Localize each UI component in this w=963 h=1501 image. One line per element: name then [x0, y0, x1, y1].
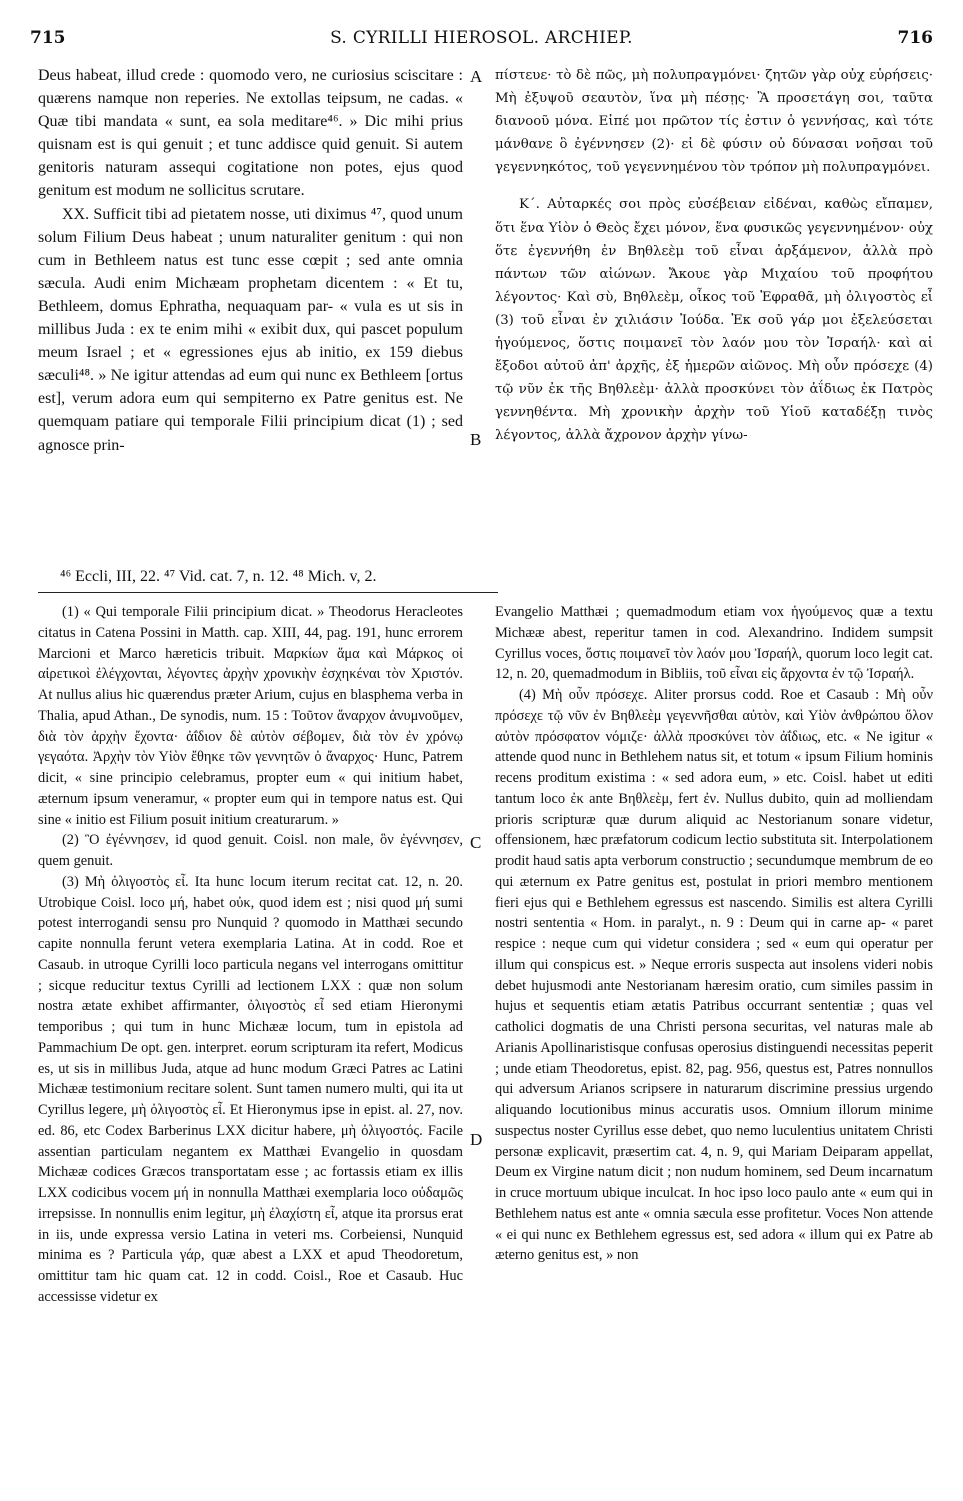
note-4: (4) Μὴ οὖν πρόσεχε. Aliter prorsus codd. Roe et Casaub : Μὴ οὖν πρόσεχε τῷ νῦν ἐν Βηθλεὲμ γεγεννῆσθαι αὐτὸν, καὶ Υἱὸν ἀνθρώπου ὅλον αὐτὸν πρόσφατον νόμιζε· ἀλλὰ προσκύνει τὸν ἀΐδιως, etc. « Ne igitur « attende quod nunc in Bethlehem natus sit, et totum « ipsum Filium hominis recens proditum existima : « sed adora eum, » etc. Coisl. habet ut editi tantum loco ἐκ ante Βηθλεὲμ, fert ἐν. Nullus dubito, quin ad molliendam prioris scripturæ quæ durum aliquid ac Nestorianum sonare videtur, offensionem, hæc præfatorum codicum lectio substituta sit. Interpolationem prodit haud satis apta verborum constructio ; secundumque membrum de eo qui æternum ex Patre genitus est, postulat in priori membro mentionem fieri ejus qui e Bethlehem egressus est nascendo. Similis est altera Cyrilli nostri sententia « Hom. in paralyt., n. 9 : Deum qui in carne ap- « paret respice : neque cum qui videtur considera ; sed « eum qui operatur per illum qui conspicus est. » Neque erroris suspecta aut insolens videri nobis debet hujusmodi ante Nestorianam hæresim oratio, cum similes passim in hujus et sequentis etiam ætatis Patribus occurrant sententiæ ; quas vel catholici dogmatis de una Christi persona securitas, vel naturas male ab Arianis Apollinaristisque confusas operosius distinguendi necessitas peperit ; unde etiam Theodoretus, epist. 82, pag. 956, questus est, Patres nonnullos qui adversum Arianos scripsere in naturarum discrimine pressius urgendo aliquando locutionibus minus accuratis usos. Omnium illorum minime suspectus noster Cyrillus esse debet, quo nemo luculentius unitatem Christi personæ explicavit, præsertim cat. 4, n. 9, qui Mariam Deiparam appellat, Deum ex Virgine natum dicit ; non nudum hominem, sed Deum incarnatum in cruce mortuum ubique inculcat. In hoc ipso loco paulo ante « eum qui in Bethlehem natus est ante « omnia sæcula esse profitetur. Voces Non attende « ei qui nunc ex Bethlehem egressus est, sed adora « illum qui ex Patre ab æterno genitus est, » non — [495, 687, 933, 1264]
note-3: (3) Μὴ ὀλιγοστὸς εἶ. Ita hunc locum iterum recitat cat. 12, n. 20. Utrobique Coisl. loco μή, habet οὐκ, quod idem est ; nisi quod μή sumi potest interrogandi sensu pro Nunquid ? quomodo in Matthæi secundo capite nonnulla ferunt vetera exemplaria Latina. At in codd. Roe et Casaub. in utroque Cyrilli loco particula negans vel interrogans omittitur ; sicque reducitur textus Cyrilli ad lectionem LXX : quæ non solum nostra ætate exhibet affirmanter, ὀλιγοστὸς εἶ sed etiam Hieronymi temporibus ; qui tum in hunc Michææ locum, tum in epistola ad Pammachium De opt. gen. interpret. eorum scripturam ita refert, Modicus es, ut sis in millibus Juda, atque ad hunc modum Græci Patres ac Latini Michææ testimonium recitare solent. Sunt tamen numero multi, qui ita ut Cyrillus legere, μὴ ὀλιγοστὸς εἶ. Et Hieronymus ipse in epist. al. 27, nov. ed. 86, etc Codex Barberinus LXX dicitur habere, μὴ ὀλιγοστός. Facile assentian particulam negantem ex Matthæi Evangelio in quosdam Michææ codices Græcos transportatam esse ; ac fortassis etiam ex illis LXX codicibus vocem μή in nonnulla Matthæi exemplaria loco οὐδαμῶς irrepsisse. In nonnullis enim legitur, μὴ ἐλαχίστη εἶ, atque ita prorsus erat in iis, unde expressa versio Latina in veteri ms. Corbeiensi, Nunquid minima es ? Particula γάρ, quæ abest a LXX et apud Theodoretum, omittitur tam hic quam cat. 12 in codd. Coisl., Roe et Casaub. Huc accessisse videtur ex — [38, 873, 463, 1305]
greek-paragraph-k: Κ΄. Αὐταρκές σοι πρὸς εὐσέβειαν εἰδέναι, καθὼς εἴπαμεν, ὅτι ἕνα Υἱὸν ὁ Θεὸς ἔχει μόνον, ἕνα φυσικῶς γεγεννημένον· οὐχ ὅτε ἐγεννήθη ἐν Βηθλεὲμ τοῦ εἶναι ἀρξάμενον, ἀλλὰ πρὸ πάντων τῶν αἰώνων. Ἄκουε γὰρ Μιχαίου τοῦ προφήτου λέγοντος· Καὶ σὺ, Βηθλεὲμ, οἶκος τοῦ Ἐφραθᾶ, μὴ ὀλιγοστὸς εἶ (3) τοῦ εἶναι ἐν χιλιάσιν Ἰούδα. Ἐκ σοῦ γάρ μοι ἐξελεύσεται ἡγούμενος, ὅστις ποιμανεῖ τὸν λαόν μου τὸν Ἰσραήλ· καὶ αἱ ἔξοδοι αὐτοῦ ἀπ' ἀρχῆς, ἐξ ἡμερῶν αἰῶνος. Μὴ οὖν πρόσεχε (4) τῷ νῦν ἐκ τῆς Βηθλεὲμ· ἀλλὰ προσκύνει τὸν ἀΐδιως ἐκ Πατρὸς γεννηθέντα. Μὴ χρονικὴν ἀρχὴν τοῦ Υἱοῦ καταδέξῃ τινὸς λέγοντος, ἀλλὰ ἄχρονον ἀρχὴν γίνω- — [495, 197, 933, 444]
margin-marker-d: D — [470, 1130, 483, 1149]
left-page-number: 715 — [30, 28, 66, 48]
notes-divider — [38, 592, 498, 593]
margin-marker-c: C — [470, 833, 482, 852]
note-2: (2) Ὃ ἐγέννησεν, id quod genuit. Coisl. non male, ὃν ἐγέννησεν, quem genuit. — [38, 832, 463, 869]
right-page-number: 716 — [897, 28, 933, 48]
scripture-references: ⁴⁶ Eccli, III, 22. ⁴⁷ Vid. cat. 7, n. 12. ⁴⁸ Mich. v, 2. — [60, 568, 377, 585]
latin-column — [38, 64, 463, 564]
margin-marker-a: A — [470, 67, 483, 86]
greek-column — [495, 64, 933, 564]
running-title: S. CYRILLI HIEROSOL. ARCHIEP. — [330, 28, 633, 48]
latin-paragraph-1: Deus habeat, illud crede : quomodo vero, ne curiosius sciscitare : quærens namque non reperies. Ne extollas teipsum, ne cadas. « Quæ tibi mandata « sunt, ea sola meditare⁴⁶. » Dic mihi prius quisnam est is qui genuit ; et tunc addisce quid genuit. Si autem genitoris naturam assequi cogitatione non potes, ejus quod genitum est modum ne sollicitus scrutare. — [38, 67, 463, 200]
margin-marker-b: B — [470, 430, 482, 449]
greek-paragraph-1: πίστευε· τὸ δὲ πῶς, μὴ πολυπραγμόνει· ζητῶν γὰρ οὐχ εὑρήσεις· Μὴ ἐξυψοῦ σεαυτὸν, ἵνα μὴ πέσῃς· Ἃ προσετάγη σοι, ταῦτα διανοοῦ μόνα. Εἰπέ μοι πρῶτον τίς ἐστιν ὁ γεννήσας, καὶ τότε μάνθανε ὃ ἐγέννησεν (2)· εἰ δὲ φύσιν οὐ δύνασαι νοῆσαι τοῦ γεγεννηκότος, τοῦ γεγεννημένου τὸν τρόπον μὴ πολυπραγμόνει. — [495, 68, 933, 176]
note-3-continued: Evangelio Matthæi ; quemadmodum etiam vox ἡγούμενος quæ a textu Michææ abest, reperitur tamen in cod. Alexandrino. Indidem sumpsit Cyrillus voces, ὅστις ποιμανεῖ τὸν λαόν μου Ἰσραήλ, quorum loco legit cat. 12, n. 20, quemadmodum in Bibliis, τοῦ εἶναι εἰς ἄρχοντα ἐν τῷ Ἰσραήλ. — [495, 604, 933, 683]
note-1: (1) « Qui temporale Filii principium dicat. » Theodorus Heracleotes citatus in Catena Possini in Matth. cap. XIII, 44, pag. 191, hunc errorem Marcioni et Marco hæreticis tribuit. Μαρκίων ἅμα καὶ Μάρκος οἱ αἱρετικοὶ ἐλέγχονται, λέγοντες ἀρχὴν χρονικὴν ἐσχηκέναι τὸν Χριστόν. At nullus alius hic quærendus præter Arium, cujus en blasphema verba in Thalia, apud Athan., De synodis, num. 15 : Τοῦτον ἄναρχον ἀνυμνοῦμεν, διὰ τὸν ἀρχὴν ἔχοντα· ἀΐδιον δὲ αὐτὸν σέβομεν, διὰ τὸν ἐν χρόνῳ γεγαότα. Ἀρχὴν τὸν Υἱὸν ἔθηκε τῶν γεννητῶν ὁ ἄναρχος· Hunc, Patrem dicit, « sine principio celebramus, propter eum « qui initium habet, æternum ipsum veneramur, « propter eum qui in tempore natus est. Qui sine « initio est Filium posuit initium creaturarum. » — [38, 604, 463, 828]
notes-right-column — [495, 602, 933, 1482]
notes-left-column — [38, 602, 463, 1482]
running-header — [30, 28, 933, 54]
latin-paragraph-xx: XX. Sufficit tibi ad pietatem nosse, uti diximus ⁴⁷, quod unum solum Filium Deus habeat ; unum naturaliter genitum : qui non cum in Bethleem natus est tunc esse cœpit ; sed ante omnia sæcula. Audi enim Michæam prophetam dicentem : « Et tu, Bethleem, domus Ephratha, nequaquam par- « vula es ut sis in millibus Juda : ex te enim mihi « exibit dux, qui pascet populum meum Israel ; et « egressiones ejus ab initio, ex 159 diebus sæculi⁴⁸. » Ne igitur attendas ad eum qui nunc ex Bethleem [ortus est], verum adora eum qui sempiterno ex Patre genitus est. Ne quemquam patiare qui temporale Filii principium dicat (1) ; sed agnosce prin- — [38, 205, 463, 454]
